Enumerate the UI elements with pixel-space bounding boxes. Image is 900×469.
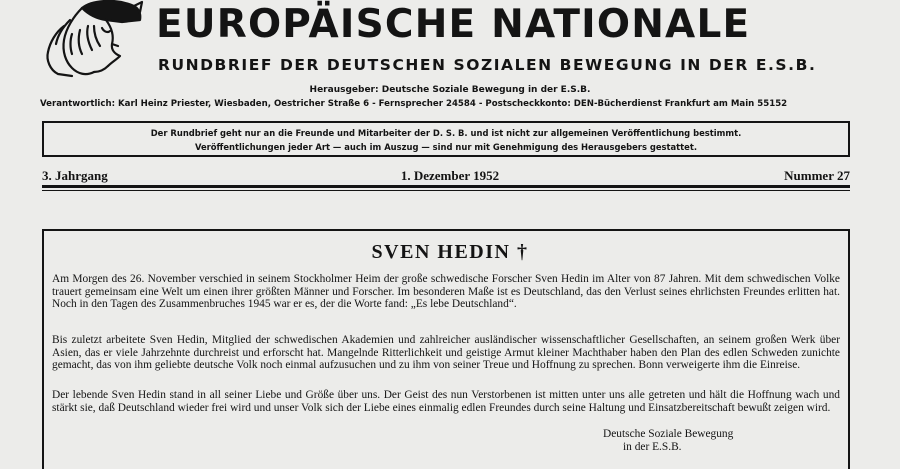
article-paragraph: Bis zuletzt arbeitete Sven Hedin, Mitglied der schwedischen Akademien und zahlreicher ausländischer wissenschaftlicher Gesellschaften, an seinem großen Werk über Asien, das er viele Jahrzehnte durchreist und erforscht hat. Mangelnde Ritterlichkeit und geistige Armut kleiner Machthaber haben den Plan des edlen Schweden zunichte gemacht, das von ihm geliebte deutsche Volk noch einmal aufzusuchen und zu ihm von seiner Treue und Hoffnung zu sprechen. Bonn verweigerte ihm die Einreise. — [52, 334, 840, 372]
header-divider-thin — [42, 190, 850, 191]
header-divider-thick — [42, 185, 850, 188]
notice-line-2: Veröffentlichungen jeder Art — auch im Auszug — sind nur mit Genehmigung des Herausgebers gestattet. — [194, 142, 698, 152]
distribution-notice — [42, 121, 850, 157]
newspaper-title: EUROPÄISCHE NATIONALE — [156, 2, 751, 47]
article-title: SVEN HEDIN † — [371, 241, 529, 263]
signature-line-2: in der E.S.B. — [623, 440, 682, 453]
article-paragraph: Am Morgen des 26. November verschied in seinem Stockholmer Heim der große schwedische Forscher Sven Hedin im Alter von 87 Jahren. Mit dem schwedischen Volke trauert gemeinsam eine Welt um einen ihrer größten Männer und Forscher. Im besonderen Maße ist es Deutschland, das den Verlust seines ehrlichsten Freundes erlitten hat. Noch in den Tagen des Zusammenbruches 1945 war er es, der die Worte fand: „Es lebe Deutschland“. — [52, 273, 840, 311]
newspaper-subtitle: RUNDBRIEF DER DEUTSCHEN SOZIALEN BEWEGUNG IN DER E.S.B. — [158, 56, 817, 74]
issue-date: 1. Dezember 1952 — [400, 168, 500, 183]
notice-line-1: Der Rundbrief geht nur an die Freunde und Mitarbeiter der D. S. B. und ist nicht zur allgemeinen Veröffentlichung bestimmt. — [150, 128, 742, 138]
signature-line-1: Deutsche Soziale Bewegung — [603, 428, 734, 440]
article-signature — [603, 428, 733, 453]
helmeted-head-logo-icon — [42, 0, 144, 78]
publisher-line: Herausgeber: Deutsche Soziale Bewegung in der E.S.B. — [309, 85, 591, 95]
responsible-editor-line: Verantwortlich: Karl Heinz Priester, Wiesbaden, Oestricher Straße 6 - Fernsprecher 24584 - Postscheckkonto: DEN-Bücherdienst Frankfurt am Main 55152 — [40, 99, 788, 109]
volume-label: 3. Jahrgang — [42, 168, 108, 183]
issue-number: Nummer 27 — [784, 168, 850, 183]
article-paragraph: Der lebende Sven Hedin stand in all seiner Liebe und Größe über uns. Der Geist des nun Verstorbenen ist mitten unter uns alle getreten und hält die Hoffnung wach und stärkt sie, daß Deutschland wieder frei wird und unser Volk sich der Liebe eines einmalig edlen Freundes durch seine Haltung und Einsatzbereitschaft bewußt zeigen wird. — [52, 389, 840, 414]
